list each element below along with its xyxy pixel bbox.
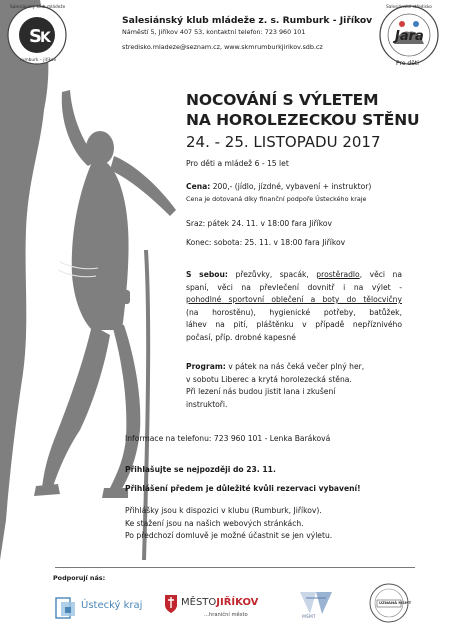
packing-sheet: prostěradlo bbox=[316, 270, 360, 279]
sponsor-msmt bbox=[296, 588, 336, 624]
packing-line-4: (na horostěnu), hygienické potřeby, batůžek, bbox=[186, 307, 402, 317]
uznana-stamp-text: UZNANÁ MŠMT bbox=[379, 600, 412, 605]
phone-info bbox=[125, 433, 330, 446]
title-line-2: NA HOROLEZECKOU STĚNU bbox=[186, 111, 420, 129]
svg-text:K: K bbox=[40, 30, 51, 46]
sponsor-mesto-jirikov bbox=[164, 590, 259, 630]
event-title bbox=[186, 90, 420, 152]
program-line-1 bbox=[186, 361, 364, 374]
organization-contacts: stredisko.mladeze@seznam.cz, www.skmrumburkjirikov.sdb.cz bbox=[122, 43, 323, 51]
organization-address: Náměstí 5, Jiříkov 407 53, kontaktní telefon: 723 960 101 bbox=[122, 28, 306, 36]
packing-line-2: spaní, věci na převlečení dovnitř i na výlet - bbox=[186, 282, 402, 292]
meet-end: Konec: sobota: 25. 11. v 18:00 fara Jiříkov bbox=[186, 238, 346, 247]
packing-line-3: pohodlné sportovní oblečení a boty do tělocvičny bbox=[186, 295, 402, 304]
header bbox=[122, 14, 373, 53]
sponsor-ustecky-kraj bbox=[55, 590, 150, 626]
program-line-3: Při lezení nás budou jistit lana i zkušení bbox=[186, 387, 336, 396]
packing-line-5: láhev na pití, pláštěnku v případě nepříznivého bbox=[186, 320, 402, 329]
packing-line-6: počasí, příp. drobné kapesné bbox=[186, 332, 296, 342]
jirikov-name-b: JIŘÍKOV bbox=[216, 597, 259, 608]
price-label: Cena: bbox=[186, 182, 211, 191]
sponsor-uznana-msmt-stamp bbox=[368, 582, 410, 624]
jara-logo-center-text: Jara bbox=[395, 29, 424, 44]
packing-items-a: přezůvky, spacák, bbox=[235, 270, 309, 279]
packing-list bbox=[186, 269, 402, 344]
organization-name: Salesiánský klub mládeže z. s. Rumburk - Jiříkov bbox=[122, 15, 373, 26]
jirikov-name bbox=[181, 597, 258, 608]
skm-logo-top-text: Salesiánský klub mládeže bbox=[10, 5, 66, 10]
forms-line-1: Přihlášky jsou k dispozici v klubu (Rumburk, Jiříkov). bbox=[125, 506, 322, 515]
ustecky-kraj-emblem-icon bbox=[55, 596, 77, 620]
forms-line-3: Po předchozí domluvě je možné účastnit se jen výletu. bbox=[125, 531, 333, 540]
jirikov-crest-icon bbox=[164, 594, 178, 614]
meet-start: Sraz: pátek 24. 11. v 18:00 fara Jiříkov bbox=[186, 219, 333, 228]
audience: Pro děti a mládež 6 - 15 let bbox=[186, 159, 289, 168]
jirikov-name-a: MĚSTO bbox=[181, 597, 217, 608]
signup-important: Přihlášení předem je důležité kvůli rezervaci vybavení! bbox=[125, 484, 361, 493]
jara-logo-ring-text: Salesiánské středisko bbox=[386, 5, 432, 10]
price-note: Cena je dotovaná díky finanční podpoře Ústeckého kraje bbox=[186, 195, 367, 203]
packing-label: S sebou: bbox=[186, 270, 228, 279]
ustecky-kraj-name: Ústecký kraj bbox=[81, 600, 143, 611]
program-line-2: v sobotu Liberec a krytá horolezecká stěna. bbox=[186, 374, 352, 384]
signup-deadline: Přihlašujte se nejpozději do 23. 11. bbox=[125, 465, 276, 474]
skm-logo bbox=[6, 4, 68, 66]
svg-text:S: S bbox=[29, 26, 42, 47]
msmt-emblem-icon bbox=[296, 588, 336, 618]
packing-items-a2: , věci na bbox=[359, 270, 402, 279]
sponsors-label: Podporují nás: bbox=[53, 574, 106, 582]
price-value: 200,- (jídlo, jízdné, vybavení + instruktor) bbox=[212, 182, 372, 191]
program-label: Program: bbox=[186, 362, 226, 371]
forms-info bbox=[125, 505, 332, 543]
title-line-1: NOCOVÁNÍ S VÝLETEM bbox=[186, 91, 379, 109]
event-date: 24. - 25. LISTOPADU 2017 bbox=[186, 133, 381, 151]
forms-line-2: Ke stažení jsou na našich webových stránkách. bbox=[125, 518, 304, 528]
program-line-1-text: v pátek na nás čeká večer plný her, bbox=[225, 362, 365, 371]
price bbox=[186, 181, 371, 194]
skm-logo-bottom-text: rumburk – jiříkov bbox=[20, 58, 57, 63]
phone-value: 723 960 101 - Lenka Baráková bbox=[213, 434, 331, 443]
program-line-4: instruktoři. bbox=[186, 399, 228, 409]
jara-logo bbox=[378, 4, 440, 70]
jara-logo-bottom-text: Pro děti bbox=[396, 60, 419, 67]
jirikov-subtitle: ...hraniční město bbox=[204, 612, 248, 618]
phone-label: Informace na telefonu: bbox=[125, 434, 214, 443]
packing-line-1 bbox=[186, 269, 402, 282]
program bbox=[186, 361, 364, 411]
footer-divider bbox=[55, 567, 415, 568]
msmt-name: MŠMT bbox=[302, 615, 316, 620]
